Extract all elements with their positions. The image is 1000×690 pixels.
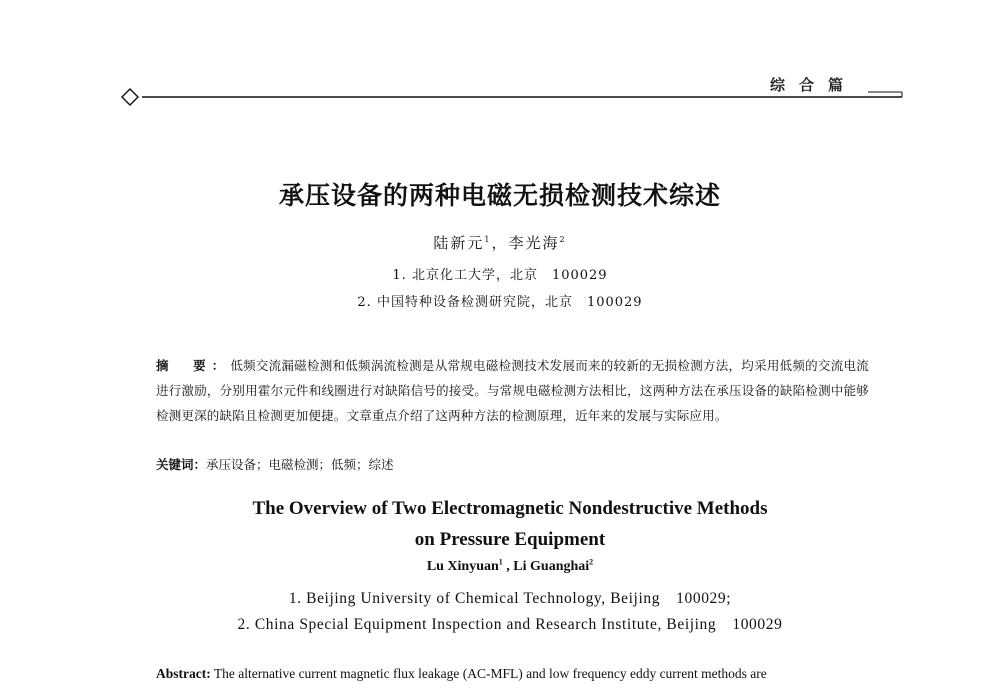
english-title-line-1: The Overview of Two Electromagnetic Nondestructive Methods	[252, 498, 768, 519]
paper-title: 承压设备的两种电磁无损检测技术综述	[278, 181, 721, 210]
author-2: 李光海	[508, 234, 560, 252]
affiliation-2: 2. 中国特种设备检测研究院，北京 100029	[357, 295, 643, 310]
keywords-label: 关键词：	[156, 457, 207, 472]
author-1-sup: 1	[484, 235, 492, 244]
author-en-2: Li Guanghai	[513, 559, 590, 574]
abstract-en	[156, 666, 876, 682]
keywords-text: 承压设备；电磁检测；低频；综述	[206, 457, 394, 472]
abstract-en-label: Abstract:	[156, 666, 211, 681]
author-2-sup: 2	[559, 235, 567, 244]
english-affiliation-2: 2. China Special Equipment Inspection and Research Institute, Beijing 100029	[237, 616, 783, 633]
author-en-2-sup: 2	[589, 557, 594, 567]
affiliation-1: 1. 北京化工大学，北京 100029	[392, 268, 608, 283]
english-title-line-2: on Pressure Equipment	[414, 529, 606, 550]
keywords-cn	[156, 455, 394, 473]
author-1: 陆新元	[433, 234, 485, 252]
english-affiliation-1: 1. Beijing University of Chemical Technology, Beijing 100029;	[288, 590, 732, 607]
section-label: 综合篇	[770, 76, 858, 94]
abstract-en-text: The alternative current magnetic flux leakage (AC-MFL) and low frequency eddy current methods are	[210, 666, 767, 681]
authors-cn	[0, 232, 1000, 253]
diamond-ornament-icon	[122, 89, 138, 105]
abstract-cn-text: 低频交流漏磁检测和低频涡流检测是从常规电磁检测技术发展而来的较新的无损检测方法，均采用低频的交流电流进行激励，分别用霍尔元件和线圈进行对缺陷信号的接受。与常规电磁检测方法相比，这两种方法在承压设备的缺陷检测中能够检测更深的缺陷且检测更加便捷。文章重点介绍了这两种方法的检测原理，近年来的发展与实际应用。	[156, 358, 869, 423]
header-rule	[0, 0, 1000, 120]
abstract-cn	[156, 353, 869, 428]
authors-en	[0, 559, 1000, 575]
author-en-separator: ,	[502, 559, 514, 574]
author-en-1-sup: 1	[498, 557, 503, 567]
author-en-1: Lu Xinyuan	[426, 559, 499, 574]
abstract-cn-label: 摘 要：	[156, 358, 231, 373]
author-separator: ，	[491, 234, 509, 252]
